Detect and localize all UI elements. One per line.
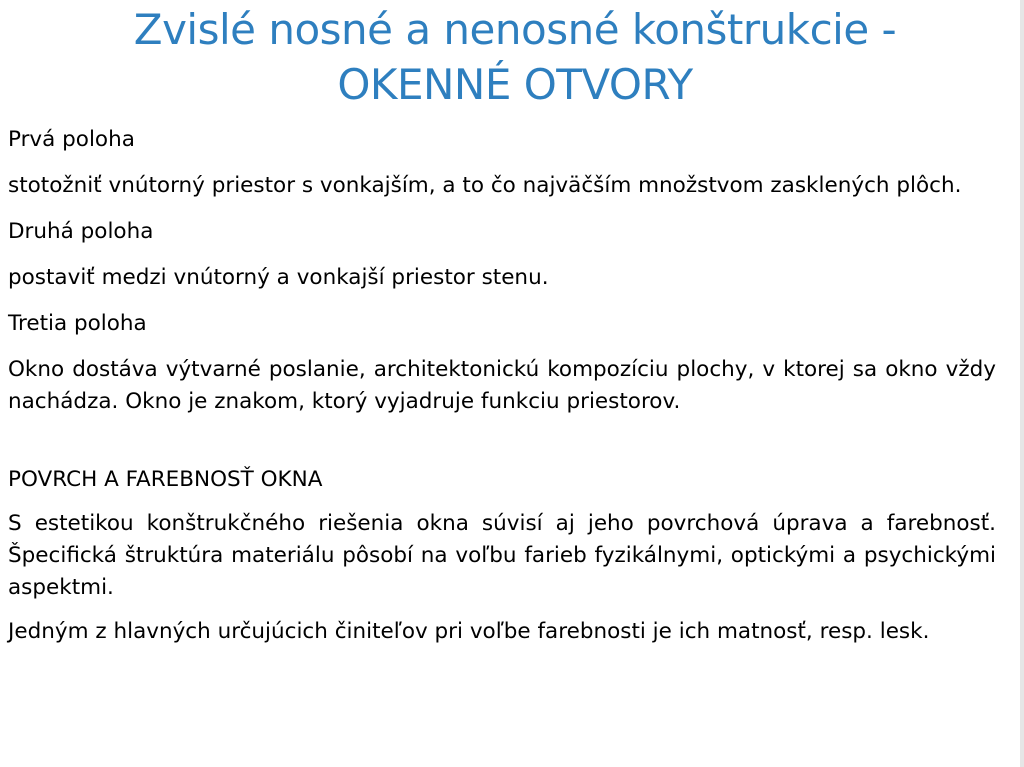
paragraph-prva-poloha-text: stotožniť vnútorný priestor s vonkajším, a to čo najväčším množstvom zasklených plôch. [8,173,962,198]
paragraph-povrch-text-1: S estetikou konštrukčného riešenia okna súvisí aj jeho povrchová úprava a farebnosť. Špecifická štruktúra materiálu pôsobí na voľbu farieb fyzikálnymi, optickými a psychickými aspektmi. [8,511,996,600]
paragraph-druha-poloha-text: postaviť medzi vnútorný a vonkajší priestor stenu. [8,265,549,290]
paragraph-heading-povrch-a-farebnost: POVRCH A FAREBNOSŤ OKNA [8,467,323,492]
paragraph-tretia-poloha-text: Okno dostáva výtvarné poslanie, architektonickú kompozíciu plochy, v ktorej sa okno vždy nachádza. Okno je znakom, ktorý vyjadruje funkciu priestorov. [8,357,996,414]
paragraph-heading-prva-poloha: Prvá poloha [8,127,135,152]
slide-title-line-2: OKENNÉ OTVORY [337,60,693,109]
slide-edge-divider [1020,0,1024,767]
slide-title-line-1: Zvislé nosné a nenosné konštrukcie - [133,5,897,54]
slide-body [8,124,996,648]
paragraph-heading-tretia-poloha: Tretia poloha [8,311,147,336]
slide-title [20,2,1010,112]
paragraph-heading-druha-poloha: Druhá poloha [8,219,154,244]
paragraph-povrch-text-2: Jedným z hlavných určujúcich činiteľov pri voľbe farebnosti je ich matnosť, resp. lesk. [8,619,930,644]
